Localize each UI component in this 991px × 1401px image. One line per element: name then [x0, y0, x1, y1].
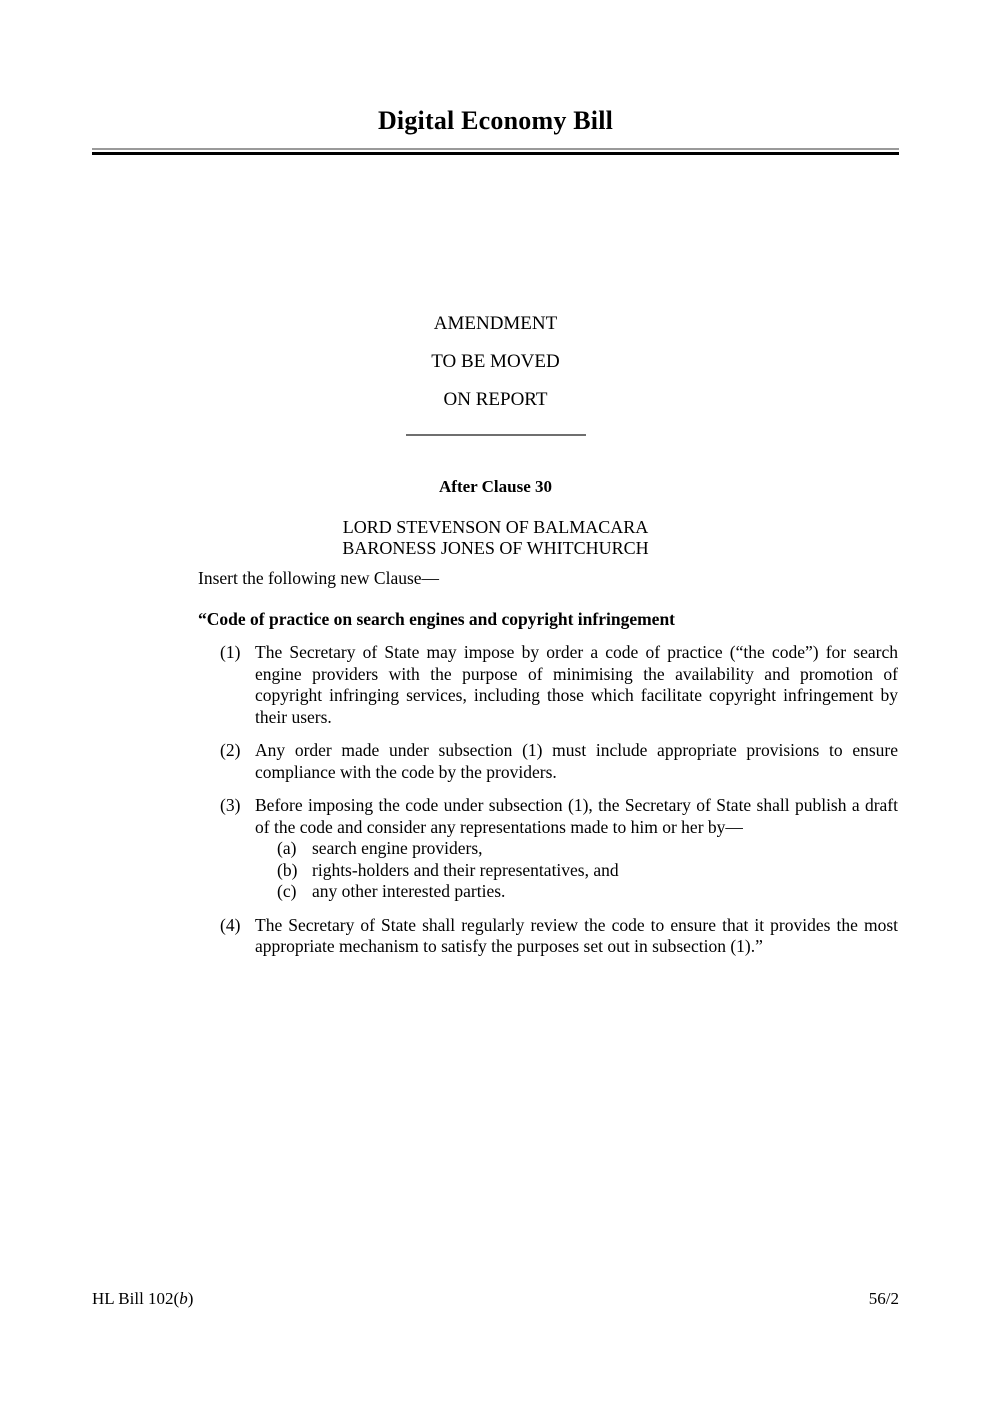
subsection-list — [198, 642, 898, 958]
header-rule-thick — [92, 152, 899, 155]
amendment-body — [198, 568, 898, 958]
bill-number-prefix: HL Bill 102( — [92, 1289, 180, 1308]
caption-line-amendment: AMENDMENT — [433, 313, 558, 334]
amendment-caption — [0, 305, 991, 419]
caption-line-on-report: ON REPORT — [443, 389, 548, 410]
subsection-item — [198, 642, 898, 728]
sponsor-list — [0, 517, 991, 559]
document-title: Digital Economy Bill — [377, 106, 614, 135]
subsection-text: Any order made under subsection (1) must include appropriate provisions to ensure compliance with the code by the providers. — [255, 740, 898, 782]
paragraph-marker: (a) — [277, 838, 297, 858]
paragraph-list — [255, 838, 898, 903]
subsection-item — [198, 795, 898, 903]
paragraph-text: any other interested parties. — [312, 881, 506, 901]
subsection-marker: (1) — [220, 642, 241, 662]
subsection-marker: (4) — [220, 914, 241, 935]
paragraph-text: rights-holders and their representatives, and — [312, 859, 619, 880]
paragraph-item — [255, 881, 898, 903]
subsection-item — [198, 915, 898, 958]
caption-line-to-be-moved: TO BE MOVED — [431, 351, 560, 372]
sponsor-name: BARONESS JONES OF WHITCHURCH — [342, 538, 649, 558]
header-rule — [92, 148, 899, 155]
subsection-marker: (3) — [220, 795, 241, 815]
subsection-item — [198, 740, 898, 783]
page-footer — [92, 1289, 899, 1309]
subsection-text: The Secretary of State shall regularly review the code to ensure that it provides the most appropriate mechanism to satisfy the purposes set out in subsection (1).” — [255, 914, 898, 956]
caption-divider — [406, 434, 586, 436]
page-number: 56/2 — [868, 1289, 899, 1308]
new-clause-heading: “Code of practice on search engines and copyright infringement — [198, 608, 676, 629]
paragraph-marker: (c) — [277, 881, 297, 901]
clause-reference: After Clause 30 — [439, 477, 552, 496]
sponsor-name: LORD STEVENSON OF BALMACARA — [342, 517, 649, 537]
subsection-text: Before imposing the code under subsection (1), the Secretary of State shall publish a draft of the code and consider any representations made to him or her by— — [255, 795, 898, 837]
paragraph-text: search engine providers, — [312, 838, 483, 858]
bill-number-suffix: ) — [187, 1289, 194, 1308]
subsection-marker: (2) — [220, 740, 241, 760]
bill-number-variant: b — [179, 1289, 188, 1308]
insert-instruction: Insert the following new Clause— — [198, 568, 440, 588]
bill-number — [92, 1289, 193, 1309]
subsection-text: The Secretary of State may impose by order a code of practice (“the code”) for search engine providers with the purpose of minimising the availability and promotion of copyright infringing services, including those which facilitate copyright infringement by their users. — [255, 642, 898, 727]
paragraph-marker: (b) — [277, 859, 298, 880]
paragraph-item — [255, 860, 898, 882]
paragraph-item — [255, 838, 898, 860]
